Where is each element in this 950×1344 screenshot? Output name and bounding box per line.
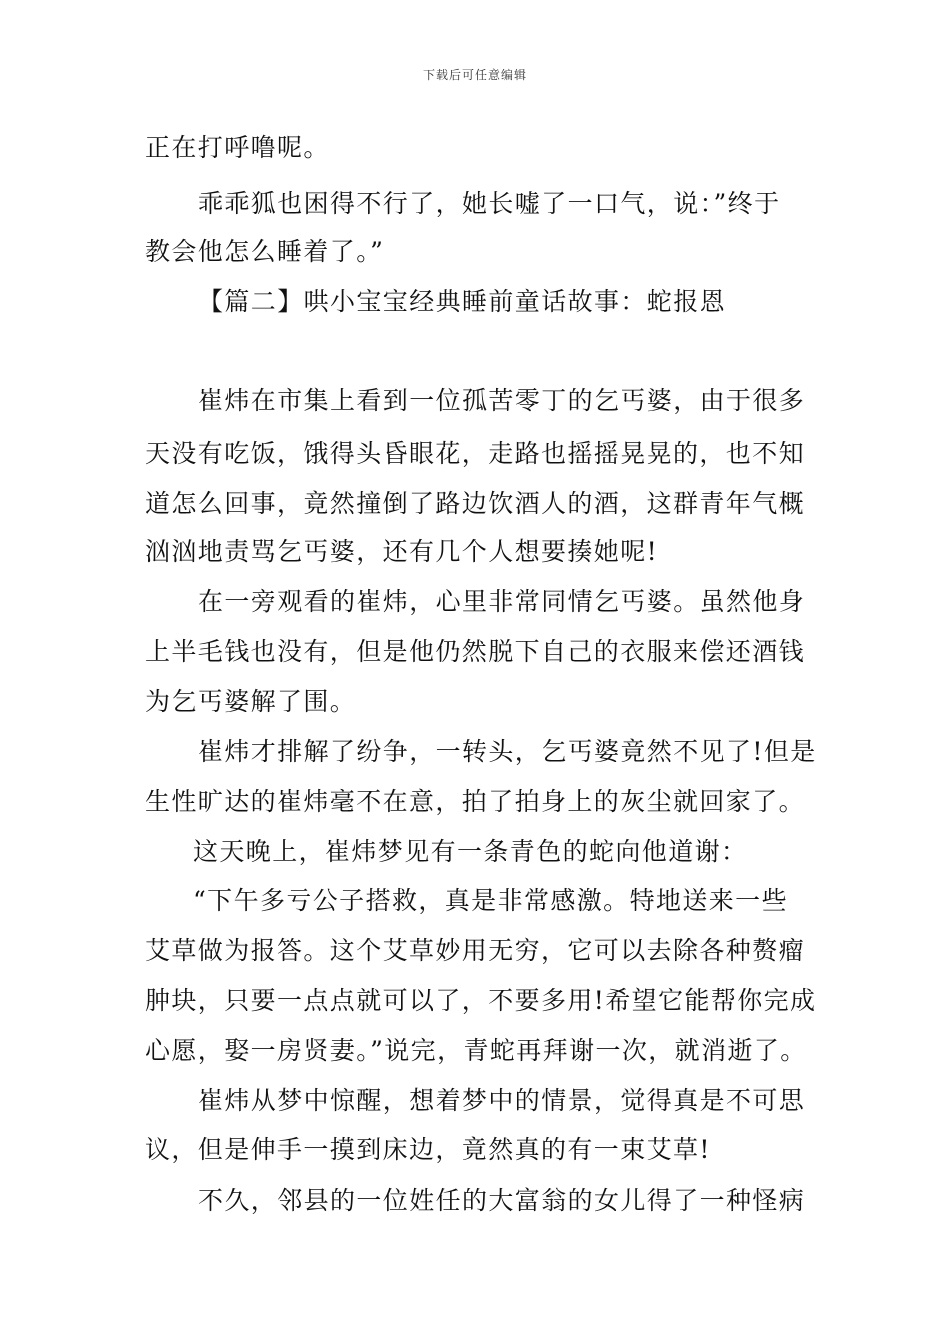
text-line: 这天晚上，崔炜梦见有一条青色的蛇向他道谢： — [193, 837, 748, 866]
text-line: 正在打呼噜呢。 — [145, 133, 330, 162]
text-line: 乖乖狐也困得不行了，她长嘘了一口气，说：”终于 — [198, 189, 781, 218]
text-line: 心愿，娶一房贤妻。”说完，青蛇再拜谢一次，就消逝了。 — [145, 1036, 807, 1065]
text-line: 生性旷达的崔炜毫不在意，拍了拍身上的灰尘就回家了。 — [145, 787, 806, 816]
text-line: 教会他怎么睡着了。” — [145, 237, 385, 266]
text-line: 为乞丐婆解了围。 — [145, 687, 357, 716]
text-line: 崔炜从梦中惊醒，想着梦中的情景，觉得真是不可思 — [198, 1086, 806, 1115]
text-line: 艾草做为报答。这个艾草妙用无穷，它可以去除各种赘瘤 — [145, 936, 806, 965]
page-header: 下载后可任意编辑 — [422, 68, 527, 82]
text-line: 崔炜才排解了纷争，一转头，乞丐婆竟然不见了!但是 — [198, 737, 817, 766]
text-line: 在一旁观看的崔炜，心里非常同情乞丐婆。虽然他身 — [198, 587, 806, 616]
section-heading: 【篇二】哄小宝宝经典睡前童话故事：蛇报恩 — [198, 287, 727, 316]
text-line: 道怎么回事，竟然撞倒了路边饮酒人的酒，这群青年气概 — [145, 489, 806, 518]
text-line: 天没有吃饭，饿得头昏眼花，走路也摇摇晃晃的，也不知 — [145, 439, 806, 468]
text-line: 崔炜在市集上看到一位孤苦零丁的乞丐婆，由于很多 — [198, 386, 806, 415]
text-line: “下午多亏公子搭救，真是非常感激。特地送来一些 — [193, 886, 788, 915]
text-line: 上半毛钱也没有，但是他仍然脱下自己的衣服来偿还酒钱 — [145, 637, 806, 666]
text-line: 肿块，只要一点点就可以了，不要多用!希望它能帮你完成 — [145, 986, 817, 1015]
text-line: 议，但是伸手一摸到床边，竟然真的有一束艾草! — [145, 1135, 711, 1164]
text-line: 汹汹地责骂乞丐婆，还有几个人想要揍她呢! — [145, 537, 659, 566]
text-line: 不久，邻县的一位姓任的大富翁的女儿得了一种怪病 — [198, 1186, 806, 1215]
